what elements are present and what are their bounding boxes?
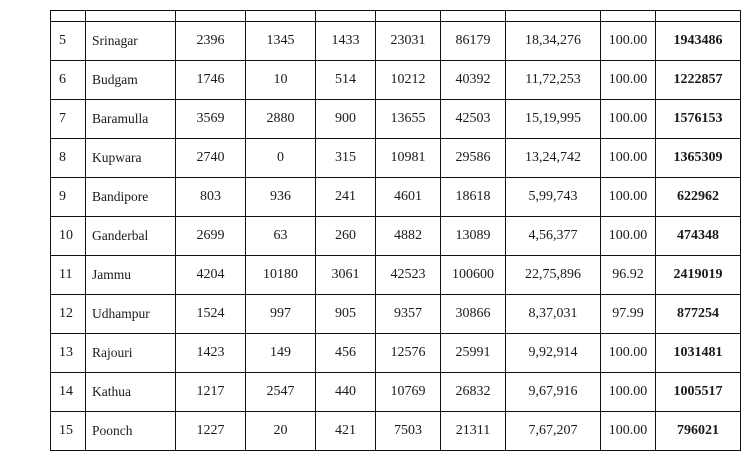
total-cell: 1005517 — [656, 373, 741, 412]
serial-number-cell: 10 — [51, 217, 86, 256]
value-cell-2: 0 — [246, 139, 316, 178]
value-cell-4: 10981 — [376, 139, 441, 178]
table-row — [51, 295, 741, 334]
table-cell — [441, 11, 506, 22]
total-cell: 1222857 — [656, 61, 741, 100]
percentage-cell: 96.92 — [601, 256, 656, 295]
percentage-cell: 100.00 — [601, 22, 656, 61]
total-cell: 1576153 — [656, 100, 741, 139]
serial-number-cell: 7 — [51, 100, 86, 139]
value-cell-1: 3569 — [176, 100, 246, 139]
serial-number-cell: 8 — [51, 139, 86, 178]
value-cell-6: 13,24,742 — [506, 139, 601, 178]
value-cell-4: 7503 — [376, 412, 441, 451]
percentage-cell: 100.00 — [601, 178, 656, 217]
value-cell-6: 7,67,207 — [506, 412, 601, 451]
table-row — [51, 217, 741, 256]
value-cell-4: 10769 — [376, 373, 441, 412]
value-cell-4: 9357 — [376, 295, 441, 334]
serial-number-cell: 9 — [51, 178, 86, 217]
value-cell-1: 2740 — [176, 139, 246, 178]
value-cell-3: 3061 — [316, 256, 376, 295]
serial-number-cell: 15 — [51, 412, 86, 451]
table-row — [51, 100, 741, 139]
value-cell-4: 12576 — [376, 334, 441, 373]
district-name-cell: Ganderbal — [86, 217, 176, 256]
value-cell-2: 63 — [246, 217, 316, 256]
district-name-cell: Rajouri — [86, 334, 176, 373]
table-row — [51, 61, 741, 100]
table-cell — [601, 11, 656, 22]
value-cell-2: 2547 — [246, 373, 316, 412]
total-cell: 1031481 — [656, 334, 741, 373]
percentage-cell: 100.00 — [601, 217, 656, 256]
serial-number-cell: 6 — [51, 61, 86, 100]
value-cell-3: 456 — [316, 334, 376, 373]
value-cell-5: 42503 — [441, 100, 506, 139]
value-cell-3: 260 — [316, 217, 376, 256]
value-cell-6: 5,99,743 — [506, 178, 601, 217]
table-row — [51, 178, 741, 217]
table-row — [51, 139, 741, 178]
district-name-cell: Poonch — [86, 412, 176, 451]
value-cell-4: 10212 — [376, 61, 441, 100]
serial-number-cell: 5 — [51, 22, 86, 61]
district-name-cell: Udhampur — [86, 295, 176, 334]
table-cell — [51, 11, 86, 22]
value-cell-4: 4601 — [376, 178, 441, 217]
table-cell — [86, 11, 176, 22]
total-cell: 1365309 — [656, 139, 741, 178]
table-cell — [506, 11, 601, 22]
table-row — [51, 334, 741, 373]
value-cell-3: 1433 — [316, 22, 376, 61]
value-cell-5: 29586 — [441, 139, 506, 178]
value-cell-5: 100600 — [441, 256, 506, 295]
table-row — [51, 22, 741, 61]
value-cell-3: 440 — [316, 373, 376, 412]
table-row — [51, 373, 741, 412]
value-cell-4: 4882 — [376, 217, 441, 256]
serial-number-cell: 14 — [51, 373, 86, 412]
value-cell-5: 86179 — [441, 22, 506, 61]
partial-top-row — [51, 11, 741, 22]
percentage-cell: 100.00 — [601, 100, 656, 139]
value-cell-3: 241 — [316, 178, 376, 217]
percentage-cell: 100.00 — [601, 139, 656, 178]
percentage-cell: 100.00 — [601, 373, 656, 412]
value-cell-5: 26832 — [441, 373, 506, 412]
value-cell-3: 421 — [316, 412, 376, 451]
value-cell-2: 2880 — [246, 100, 316, 139]
value-cell-1: 1524 — [176, 295, 246, 334]
value-cell-6: 18,34,276 — [506, 22, 601, 61]
table-cell — [246, 11, 316, 22]
percentage-cell: 97.99 — [601, 295, 656, 334]
percentage-cell: 100.00 — [601, 334, 656, 373]
value-cell-2: 10 — [246, 61, 316, 100]
value-cell-4: 23031 — [376, 22, 441, 61]
district-name-cell: Kathua — [86, 373, 176, 412]
percentage-cell: 100.00 — [601, 61, 656, 100]
value-cell-1: 4204 — [176, 256, 246, 295]
table-body — [51, 11, 741, 451]
district-name-cell: Bandipore — [86, 178, 176, 217]
table-row — [51, 256, 741, 295]
value-cell-6: 9,67,916 — [506, 373, 601, 412]
value-cell-1: 1746 — [176, 61, 246, 100]
value-cell-2: 997 — [246, 295, 316, 334]
serial-number-cell: 12 — [51, 295, 86, 334]
value-cell-2: 149 — [246, 334, 316, 373]
value-cell-3: 514 — [316, 61, 376, 100]
value-cell-6: 9,92,914 — [506, 334, 601, 373]
value-cell-1: 1227 — [176, 412, 246, 451]
total-cell: 474348 — [656, 217, 741, 256]
value-cell-4: 13655 — [376, 100, 441, 139]
district-name-cell: Jammu — [86, 256, 176, 295]
district-data-table — [50, 10, 741, 451]
value-cell-6: 22,75,896 — [506, 256, 601, 295]
table-cell — [656, 11, 741, 22]
value-cell-1: 1423 — [176, 334, 246, 373]
value-cell-2: 936 — [246, 178, 316, 217]
total-cell: 2419019 — [656, 256, 741, 295]
value-cell-2: 10180 — [246, 256, 316, 295]
value-cell-2: 20 — [246, 412, 316, 451]
district-name-cell: Srinagar — [86, 22, 176, 61]
total-cell: 877254 — [656, 295, 741, 334]
value-cell-6: 4,56,377 — [506, 217, 601, 256]
district-name-cell: Budgam — [86, 61, 176, 100]
table-cell — [316, 11, 376, 22]
value-cell-5: 18618 — [441, 178, 506, 217]
value-cell-3: 905 — [316, 295, 376, 334]
value-cell-3: 315 — [316, 139, 376, 178]
value-cell-4: 42523 — [376, 256, 441, 295]
value-cell-5: 40392 — [441, 61, 506, 100]
serial-number-cell: 13 — [51, 334, 86, 373]
value-cell-5: 30866 — [441, 295, 506, 334]
table-row — [51, 412, 741, 451]
total-cell: 796021 — [656, 412, 741, 451]
total-cell: 622962 — [656, 178, 741, 217]
percentage-cell: 100.00 — [601, 412, 656, 451]
value-cell-6: 11,72,253 — [506, 61, 601, 100]
value-cell-1: 2699 — [176, 217, 246, 256]
value-cell-5: 13089 — [441, 217, 506, 256]
serial-number-cell: 11 — [51, 256, 86, 295]
value-cell-6: 8,37,031 — [506, 295, 601, 334]
value-cell-2: 1345 — [246, 22, 316, 61]
value-cell-5: 21311 — [441, 412, 506, 451]
value-cell-5: 25991 — [441, 334, 506, 373]
value-cell-6: 15,19,995 — [506, 100, 601, 139]
table-cell — [376, 11, 441, 22]
total-cell: 1943486 — [656, 22, 741, 61]
value-cell-1: 803 — [176, 178, 246, 217]
value-cell-1: 1217 — [176, 373, 246, 412]
value-cell-1: 2396 — [176, 22, 246, 61]
district-name-cell: Kupwara — [86, 139, 176, 178]
value-cell-3: 900 — [316, 100, 376, 139]
district-name-cell: Baramulla — [86, 100, 176, 139]
table-cell — [176, 11, 246, 22]
